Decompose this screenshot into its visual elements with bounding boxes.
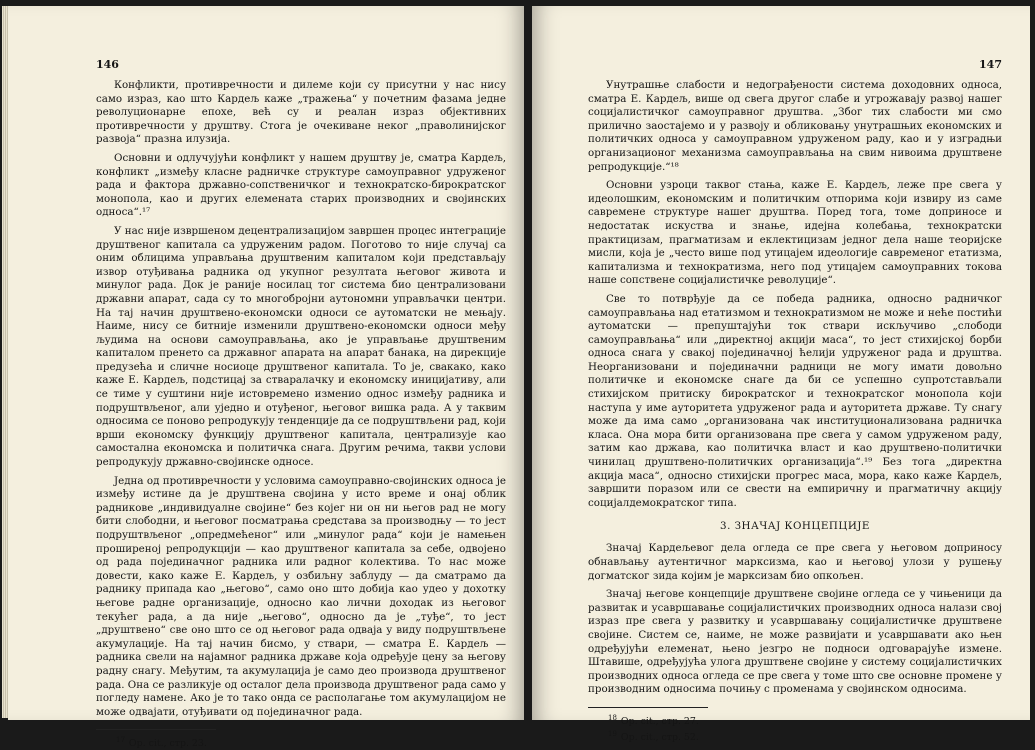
footnote-mark: 19 [608,730,617,739]
footnote [588,712,1002,728]
paragraph: Значај Кардељевог дела огледа се пре свега у његовом доприносу обнављању аутентичног марксизма, као и његовoj улози у рушењу догматског зида којим је марксизам био опкољен. [588,542,1002,582]
paragraph: Све то потврђује да се победа радника, односно радничког самоуправљања над етатизмом и технократизмом не може и неће постићи аутоматски — препуштајући ток ствари искључиво „слободи самоуправљања“ или „директној акцији маса“, то јест стихијској борби односа снага у свакој појединачној ћелији удруженог рада и друштва. Неорганизовани и појединачни радници не могу имати довољно политичке и економске снаге да би се успешно супротстављали стихијском притиску бирократског и технократског монопола који наступа у име ауторитета удруженог рада и ауторитета државе. Ту снагу може да има само „организована чак институционализована радничка класа. Она мора бити организована пре свега у самом удруженом раду, затим као држава, као политичка власт и као друштвено-политички чинилац друштвено-политичких организација“.¹⁹ Без тога „директна акција маса“, односно стихијски прогрес маса, мора, како каже Кардељ, завршити поразом или се свести на емпиричну и прагматичну акцију социјалдемократског типа. [588,292,1002,509]
footnote [96,734,506,750]
footnote-text: Op. cit., стр. 23. [128,738,207,750]
page-number: 146 [96,58,119,71]
paragraph: Основни и одлучујући конфликт у нашем друштву је, сматра Кардељ, конфликт „између класне радничке структуре самоуправног удруженог рада и фактора државно-сопственичког и технократско-бирократског монопола, као и других елемената старих производних и својинских односа“.¹⁷ [96,151,506,219]
left-page [8,6,524,750]
paragraph: Значај његове концепције друштвене својине огледа се у чињеници да развитак и усавршавање социјалистичких производних односа налази свој израз пре свега у развитку и усавршавању социјалистичке друштвене својине. Систем се, наиме, не може развијати и усавршавати ако њен одређујући елеменат, њено језгро не подноси одговарајуће измене. Штавише, одређујућа улога друштвене својине у систему социјалистичких производних односа огледа се пре свега у томе што све основне промене у производним односима почињу с променама у својинском односима. [588,588,1002,696]
footnote-text: Op. cit., стр. 52. [620,732,699,744]
footnote-text: Op. cit., стр. 27. [620,716,699,728]
paragraph: У нас није извршеном децентрализацијом завршен процес интеграције друштвеног капитала са удруженим радом. Поготово то није случај са оним облицима управљања друштвеним капиталом који представљају извор отуђивања радника од укупног резултата његовог живота и минулог рада. Док је раније носилац тог система био централизовани државни апарат, сада су то многобројни аутономни управљачки центри. На тај начин друштвено-економски односи се аутоматски не мењају. Наиме, нису се битније изменили друштвено-економски односи међу људима на основи самоуправљања, ако је управљање друштвеним капиталом пренето са државног апарата на апарат банака, на дирекције предузећа и сличне носиоце друштвеног капитала. То је, свакако, како каже Е. Кардељ, подстицај за стваралачку и економску иницијативу, али се тиме у суштини није истовремено изменио однос између радника и подруштвљеног, али уједно и отуђеног, његовог вишка рада. А у таквим односима се поново репродукују тенденције да се подруштвљени рад, који врши економску функцију друштвеног капитала, централизује као самостална економска и политичка снага. Другим речима, такви услови репродукују државно-својинске односе. [96,224,507,469]
footnote-rule [588,707,708,708]
paragraph: Једна од противречности у условима самоуправно-својинских односа је између истине да је друштвена својина у исто време и онај облик радниковe „индивидуалне својине“ без којег ни он ни његов рад не могу бити слободни, и његовог посматрања средстава за производњу — то јест подруштвљеног „опредмећеног“ или „минулог рада“ који је намењен проширеној репродукцији — као друштвеног капитала за себе, одвојено од рада појединачног радника или радног колектива. То нас може довести, како каже Е. Кардељ, у озбиљну заблуду — да сматрамо да раднику припада као „његово“, само оно што добија као удео у дохотку његове радне организације, односно као лични доходак из његовог текућег рада, а да није „његово“, односно да је „туђе“, то јест „друштвено“ све оно што се од његовог рада одваја у виду подруштвљене акумулације. На тај начин бисмо, у ствари, — сматра Е. Кардељ — радника свели на најамног радника државе која одређује цену за његову радну снагу. Међутим, та акумулација је само део производа друштвеног рада. Она се разликује од осталог дела производа друштвеног рада само у погледу намене. Ако је то тако онда се располагање том акумулацијом не може одвајати, отуђивати од појединачног рада. [96,474,506,718]
paragraph: Основни узроци таквог стања, каже Е. Кардељ, леже пре свега у идеолошким, економским и политичким отпорима који извиру из саме савремене структуре нашег друштва. Поред тога, томе доприносе и недостатак искуства и знање, идејна колебања, технократски практицизам, прагматизам и еклектицизам једног дела наше теоријске мисли, која је „често више под утицајем идеологије савременог етатизма, капитализма и технократизма, него под утицајем самоуправних токова наше сопствене социјалистичке револуције“. [588,179,1002,287]
footnote-rule [96,729,216,730]
section-heading: 3. ЗНАЧАЈ КОНЦЕПЦИЈЕ [720,520,870,533]
page-number: 147 [979,58,1002,71]
right-page [532,6,1030,744]
footnote-mark: 17 [116,736,125,745]
paragraph: Конфликти, противречности и дилеме који су присутни у нас нису само израз, као што Кардељ каже „тражења“ у почетним фазама једне револуционарне епохе, већ су и реалан израз објективних противречности у друштву. Стога је очекиване неког „праволинијског развоја“ празна илузија. [96,79,506,146]
paragraph: Унутрашње слабости и недограђености система доходовних односа, сматра Е. Кардељ, више од свега другог слабе и угрожавају развој нашег социјалистичког самоуправног друштва. „Због тих слабости ми смо прилично заостајемо и у развоју и обликовању унутрашњих економских и политичких односа у самоуправном удруженом раду, као и у изградњи организационог механизма самоуправљања на свим нивоима друштвене репродукције.“¹⁸ [588,79,1002,173]
footnote-mark: 18 [608,713,617,722]
footnote [588,728,1002,744]
